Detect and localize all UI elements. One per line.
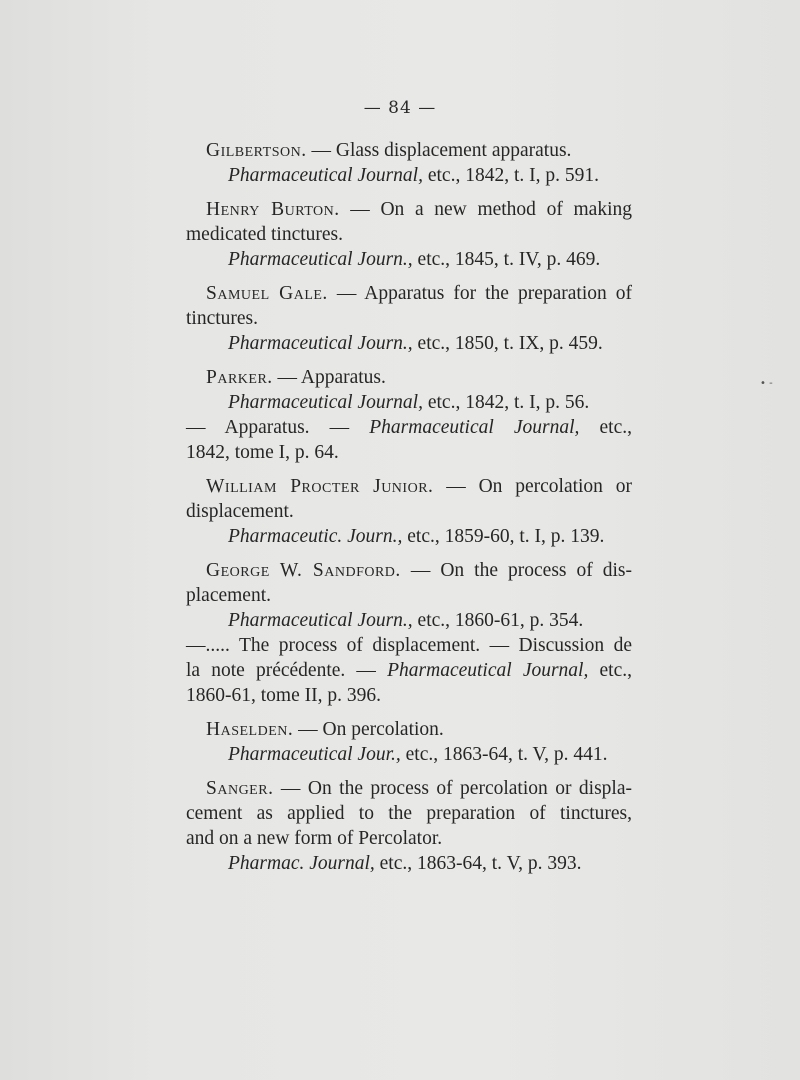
entry-citation: Pharmaceutic. Journ., etc., 1859-60, t. I, p. 139. xyxy=(228,526,605,547)
entry-title: On percolation or xyxy=(478,476,632,497)
entry-author: Haselden. xyxy=(206,719,294,740)
entry-title: On a new method of making xyxy=(380,199,633,220)
entry-author: George W. Sandford. xyxy=(206,560,401,581)
entry-author: Gilbertson. xyxy=(206,140,307,161)
entry-author: William Procter Junior. xyxy=(206,476,434,497)
entry-title: On the process of dis- xyxy=(440,560,633,581)
entry-title: On percolation. xyxy=(322,719,444,740)
bibliography-entry-burton: Henry Burton. — On a new method of making medicated tinctures. Pharmaceutical Journ., etc., 1845, t. IV, p. 469. xyxy=(186,199,633,270)
bibliography-entry-gale: Samuel Gale. — Apparatus for the preparation of tinctures. Pharmaceutical Journ., etc., 1850, t. IX, p. 459. xyxy=(186,283,633,354)
page-number: — 84 — xyxy=(363,98,437,118)
entry-title: On the process of percolation or displa- xyxy=(307,778,632,799)
bibliography-entry-parker: Parker. — Apparatus. Pharmaceutical Journal, etc., 1842, t. I, p. 56. — Apparatus. — Pharmaceutical Journal, etc., 1842, tome I, p. 64. xyxy=(186,367,632,463)
entry-title: Apparatus for the preparation of xyxy=(364,283,633,304)
bibliography-entry-gilbertson: Gilbertson. — Glass displacement apparatus. Pharmaceutical Journal, etc., 1842, t. I, p. 591. xyxy=(186,138,632,188)
entry-author: Parker. xyxy=(206,367,273,388)
entry-citation: Pharmaceutical Jour., etc., 1863-64, t. V, p. 441. xyxy=(228,744,608,765)
entry-title: Glass displacement apparatus. xyxy=(335,140,572,161)
entry-citation: Pharmaceutical Journ., etc., 1850, t. IX, p. 459. xyxy=(228,333,603,354)
entry-sub-citation: — Apparatus. — Pharmaceutical Journal, etc., xyxy=(186,417,632,438)
entry-author: Samuel Gale. xyxy=(206,283,328,304)
entry-citation: Pharmaceutical Journal, etc., 1842, t. I, p. 591. xyxy=(228,165,599,186)
bibliography-entry-sandford: George W. Sandford. — On the process of dis- placement. Pharmaceutical Journ., etc., 1860-61, p. 354. —..... The process of displacement. — Discussion de la note précédente. — Pharmaceutical Journal, etc., 1860-61, tome II, p. 396. xyxy=(186,560,633,706)
entry-citation: Pharmaceutical Journ., etc., 1860-61, p. 354. xyxy=(228,610,584,631)
entry-citation: Pharmaceutical Journ., etc., 1845, t. IV, p. 469. xyxy=(228,249,601,270)
entry-author: Henry Burton. xyxy=(206,199,340,220)
bibliography-entry-haselden: Haselden. — On percolation. Pharmaceutical Jour., etc., 1863-64, t. V, p. 441. xyxy=(186,717,632,767)
bibliography-entry-sanger: Sanger. — On the process of percolation or displa- cement as applied to the preparation of tinctures, and on a new form of Percolator. Pharmac. Journal, etc., 1863-64, t. V, p. 393. xyxy=(186,778,632,874)
entry-citation: Pharmac. Journal, etc., 1863-64, t. V, p. 393. xyxy=(228,853,582,874)
entry-author: Sanger. xyxy=(206,778,274,799)
entry-title: Apparatus. xyxy=(300,367,386,388)
entry-citation: Pharmaceutical Journal, etc., 1842, t. I, p. 56. xyxy=(228,392,590,413)
entry-sub-note: —..... The process of displacement. — Discussion de xyxy=(186,635,632,656)
bibliography-list xyxy=(186,138,632,885)
bibliography-entry-procter: William Procter Junior. — On percolation or displacement. Pharmaceutic. Journ., etc., 1859-60, t. I, p. 139. xyxy=(186,476,632,547)
scan-speck-mark: • ‑ xyxy=(760,378,773,389)
